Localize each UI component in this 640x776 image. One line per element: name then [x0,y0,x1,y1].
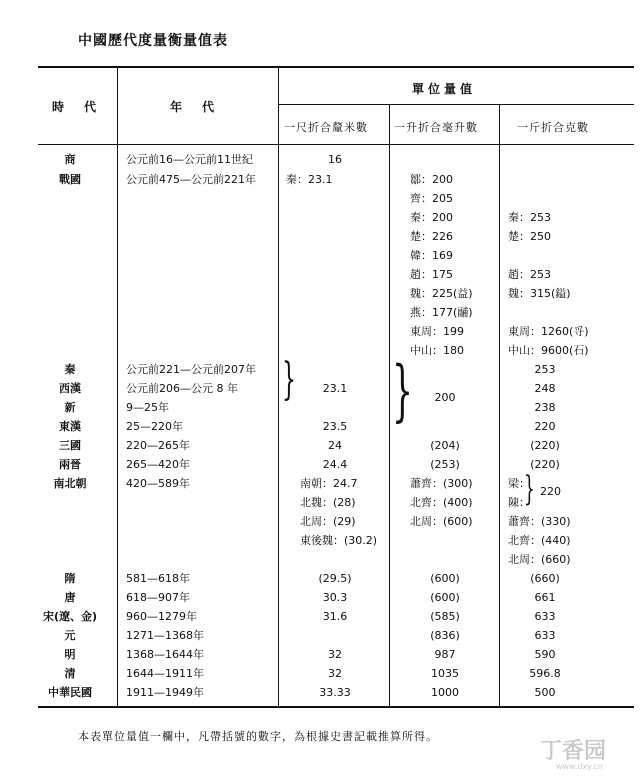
cell-sheng: 燕：177(鬴) [410,306,473,319]
cell-sheng: (253) [430,458,460,471]
cell-jin: 蕭齊：(330) [508,515,571,528]
brace-qin-han-chi: } [282,354,296,405]
cell-jin: 633 [534,629,556,642]
cell-jin: 陳： [508,496,530,509]
cell-sheng: 魏：225(益) [410,287,473,300]
cell-sheng: (585) [430,610,460,623]
cell-years: 1911—1949年 [126,686,204,699]
cell-sheng: 200 [434,391,456,404]
cell-years: 265—420年 [126,458,190,471]
cell-sheng: (600) [430,572,460,585]
table-top-rule [38,66,634,68]
cell-chi: 東後魏：(30.2) [300,534,378,547]
cell-era: 西漢 [59,382,81,395]
cell-sheng: (836) [430,629,460,642]
header-unit-value: 單位量值 [412,82,477,96]
cell-years: 1271—1368年 [126,629,204,642]
cell-years: 公元前16—公元前11世紀 [126,153,253,166]
header-era: 時 代 [52,100,101,114]
cell-years: 581—618年 [126,572,190,585]
cell-sheng: 韓：169 [410,249,453,262]
cell-sheng: 楚：226 [410,230,453,243]
header-chi: 一尺折合釐米數 [284,121,368,134]
cell-years: 公元前206—公元 8 年 [126,382,238,395]
cell-years: 公元前475—公元前221年 [126,173,256,186]
cell-jin: (220) [530,458,560,471]
cell-sheng: 齊：205 [410,192,453,205]
cell-era: 東漢 [59,420,81,433]
cell-chi: 16 [328,153,342,166]
cell-sheng: 鄒：200 [410,173,453,186]
page-title: 中國歷代度量衡量值表 [78,33,228,49]
cell-jin: 238 [534,401,556,414]
cell-sheng: 東周：199 [410,325,464,338]
cell-era: 元 [64,629,76,642]
cell-chi: 33.33 [319,686,351,699]
cell-sheng: 1035 [431,667,459,680]
cell-era: 商 [64,153,76,166]
cell-jin: 秦：253 [508,211,551,224]
cell-jin: 596.8 [529,667,561,680]
cell-years: 9—25年 [126,401,169,414]
col-divider-years [278,66,279,706]
cell-chi: 北魏：(28) [300,496,356,509]
cell-jin: 梁： [508,477,530,490]
cell-era: 南北朝 [53,477,87,490]
cell-sheng: (600) [430,591,460,604]
cell-jin: (660) [530,572,560,585]
cell-sheng: 蕭齊：(300) [410,477,473,490]
cell-years: 1644—1911年 [126,667,204,680]
cell-chi: 30.3 [322,591,348,604]
cell-jin: 魏：315(鎰) [508,287,571,300]
cell-chi: 秦：23.1 [286,173,333,186]
cell-years: 618—907年 [126,591,190,604]
cell-sheng: 北周：(600) [410,515,473,528]
col-divider-sheng [499,104,500,706]
liang-chen-value: 220 [540,485,561,498]
cell-chi: 北周：(29) [300,515,356,528]
watermark-url: www.dxy.cn [556,762,603,771]
cell-era: 戰國 [59,173,81,186]
cell-years: 220—265年 [126,439,190,452]
cell-jin: 661 [534,591,556,604]
cell-sheng: 987 [434,648,456,661]
cell-era: 兩晉 [59,458,81,471]
cell-years: 公元前221—公元前207年 [126,363,256,376]
cell-sheng: 北齊：(400) [410,496,473,509]
cell-sheng: 中山：180 [410,344,464,357]
table-bottom-rule [38,706,634,708]
cell-era: 明 [64,648,76,661]
cell-jin: 633 [534,610,556,623]
col-divider-chi [389,104,390,706]
brace-liang-chen: } [524,469,535,509]
footnote: 本表單位量值一欄中，凡帶括號的數字，為根據史書記載推算所得。 [78,730,438,743]
cell-jin: 北周：(660) [508,553,571,566]
cell-jin: 220 [534,420,556,433]
cell-sheng: (204) [430,439,460,452]
cell-years: 420—589年 [126,477,190,490]
cell-era: 中華民國 [48,686,92,699]
cell-chi: 24.4 [322,458,348,471]
cell-chi: 31.6 [322,610,348,623]
cell-era: 隋 [64,572,76,585]
cell-era: 三國 [59,439,81,452]
cell-chi: 南朝：24.7 [300,477,358,490]
unit-value-rule [278,104,634,105]
cell-jin: 楚：250 [508,230,551,243]
cell-era: 宋(遼、金) [42,610,98,623]
cell-jin: 北齊：(440) [508,534,571,547]
cell-chi: 23.1 [322,382,348,395]
cell-years: 1368—1644年 [126,648,204,661]
watermark-logo: 丁香园 [540,739,607,764]
cell-chi: 32 [328,648,342,661]
cell-jin: 253 [534,363,556,376]
cell-era: 唐 [64,591,76,604]
cell-jin: 590 [534,648,556,661]
cell-years: 960—1279年 [126,610,197,623]
cell-jin: 趙：253 [508,268,551,281]
cell-years: 25—220年 [126,420,183,433]
cell-chi: 32 [328,667,342,680]
brace-qin-han-sheng: } [392,352,413,429]
header-bottom-rule [38,144,634,145]
cell-jin: 248 [534,382,556,395]
col-divider-era [117,66,118,706]
cell-era: 秦 [64,363,76,376]
cell-jin: 東周：1260(寽) [508,325,589,338]
cell-sheng: 1000 [431,686,459,699]
cell-jin: (220) [530,439,560,452]
header-sheng: 一升折合毫升數 [394,121,478,134]
cell-chi: 23.5 [322,420,348,433]
cell-jin: 中山：9600(石) [508,344,589,357]
cell-sheng: 趙：175 [410,268,453,281]
cell-sheng: 秦：200 [410,211,453,224]
header-jin: 一斤折合克數 [517,121,589,134]
cell-chi: (29.5) [318,572,352,585]
cell-era: 新 [64,401,76,414]
cell-jin: 500 [534,686,556,699]
cell-era: 清 [64,667,76,680]
cell-chi: 24 [328,439,342,452]
header-years: 年 代 [170,100,219,114]
